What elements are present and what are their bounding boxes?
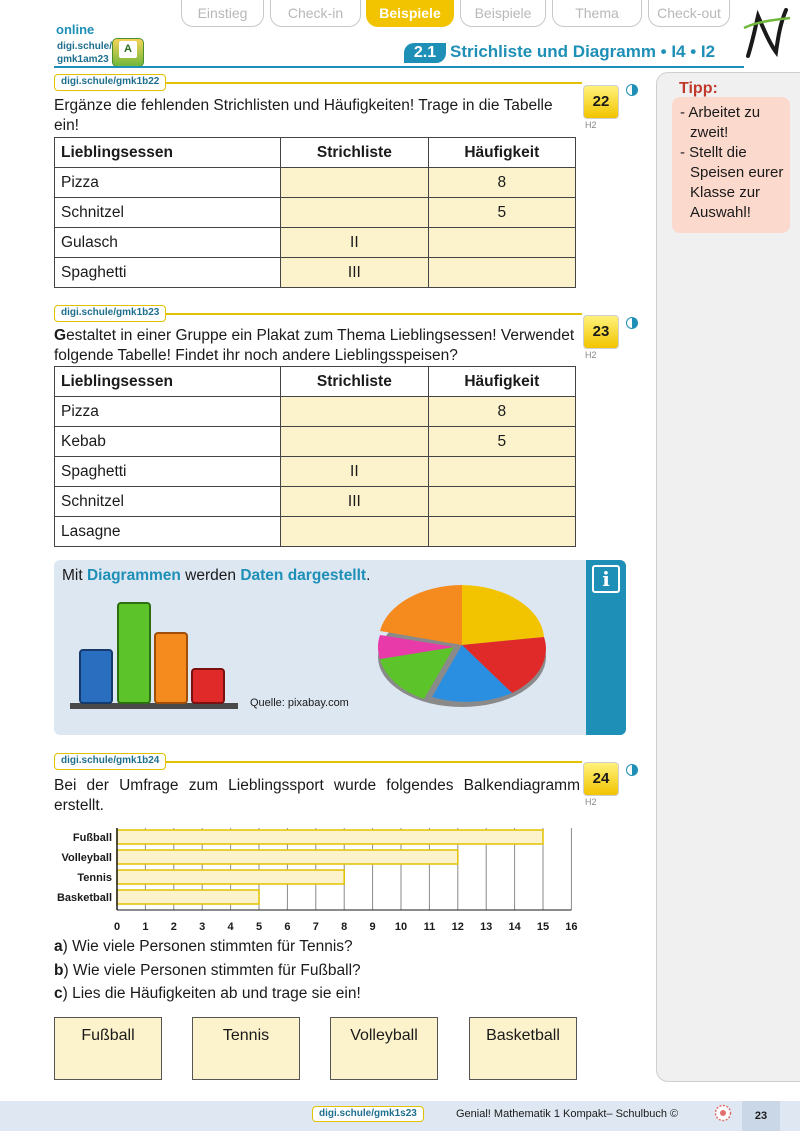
online-code-link[interactable] xyxy=(57,40,112,66)
tipp-box xyxy=(672,97,790,233)
frequency-cell[interactable] xyxy=(428,258,575,288)
table-row xyxy=(55,228,576,258)
info-highlight-diagrams: Diagrammen xyxy=(86,567,181,584)
table-header: Lieblingsessen xyxy=(55,138,281,168)
frequency-cell[interactable]: 8 xyxy=(428,168,575,198)
tab-einstieg[interactable]: Einstieg xyxy=(181,0,264,27)
task23-text-lead: G xyxy=(54,327,67,344)
online-label: online xyxy=(56,22,95,37)
pie-chart-illustration xyxy=(372,575,550,715)
task23-level: H2 xyxy=(585,350,597,360)
chart-bar xyxy=(117,850,458,864)
copyright-seal-icon xyxy=(714,1104,732,1122)
task24-number-badge: 24 xyxy=(583,762,619,796)
table-row xyxy=(55,457,576,487)
food-name: Pizza xyxy=(55,168,281,198)
chart-tick-label: 9 xyxy=(369,921,376,932)
chart-tick-label: 3 xyxy=(199,921,206,932)
tipp-item-1: - Arbeitet zu zweit! xyxy=(680,104,761,141)
tally-cell[interactable]: II xyxy=(281,228,428,258)
table-header: Strichliste xyxy=(281,138,428,168)
question-text: ) Lies die Häufigkeiten ab und trage sie ein! xyxy=(62,985,361,1002)
bar-chart-illustration xyxy=(70,595,240,710)
food-name: Kebab xyxy=(55,427,281,457)
task24-text: Bei der Umfrage zum Lieblingssport wurde folgendes Balkendiagramm erstellt. xyxy=(54,777,580,814)
task24-questions xyxy=(54,935,361,1006)
tab-thema[interactable]: Thema xyxy=(552,0,642,27)
task23-text xyxy=(54,326,576,366)
tab-beispiele[interactable]: Beispiele xyxy=(460,0,546,27)
tipp-item-2: - Stellt die Speisen eurer Klasse zur Auswahl! xyxy=(680,144,784,221)
chart-bar xyxy=(117,870,344,884)
table-row xyxy=(55,487,576,517)
answer-box-fussball[interactable]: Fußball xyxy=(54,1017,162,1080)
chart-bar xyxy=(117,890,259,904)
tab-beispiele-active[interactable]: Beispiele xyxy=(366,0,454,27)
chart-category-label: Tennis xyxy=(77,872,112,884)
answer-box-basketball[interactable]: Basketball xyxy=(469,1017,577,1080)
frequency-cell[interactable] xyxy=(428,457,575,487)
table-row xyxy=(55,258,576,288)
table-row xyxy=(55,198,576,228)
pie-slice-yellow xyxy=(462,585,544,645)
tally-cell[interactable]: III xyxy=(281,487,428,517)
chart-tick-label: 12 xyxy=(451,921,464,932)
chart-tick-label: 15 xyxy=(536,921,550,932)
task23-number-badge: 23 xyxy=(583,315,619,349)
difficulty-half-icon xyxy=(626,764,638,776)
header-divider xyxy=(54,66,744,68)
illustration-bar-blue xyxy=(80,650,112,703)
tab-check-out[interactable]: Check-out xyxy=(648,0,730,27)
chart-tick-label: 1 xyxy=(142,921,149,932)
frequency-cell[interactable]: 5 xyxy=(428,198,575,228)
chart-category-label: Volleyball xyxy=(61,852,112,864)
question-c xyxy=(54,982,361,1006)
question-label: c xyxy=(54,985,63,1002)
task22-table xyxy=(54,137,576,288)
difficulty-half-icon xyxy=(626,84,638,96)
food-name: Gulasch xyxy=(55,228,281,258)
food-name: Pizza xyxy=(55,397,281,427)
task24-link[interactable]: digi.schule/gmk1b24 xyxy=(54,753,166,770)
task22-link-line xyxy=(150,82,582,84)
table-header: Häufigkeit xyxy=(428,367,575,397)
table-header: Häufigkeit xyxy=(428,138,575,168)
difficulty-half-icon xyxy=(626,317,638,329)
question-label: b xyxy=(54,961,64,979)
frequency-cell[interactable] xyxy=(428,487,575,517)
chart-tick-label: 0 xyxy=(113,921,121,932)
task23-table xyxy=(54,366,576,547)
question-b xyxy=(54,959,361,983)
chart-tick-label: 7 xyxy=(312,921,319,932)
task22-level: H2 xyxy=(585,120,597,130)
app-icon-letter: A xyxy=(119,41,137,58)
task23-link[interactable]: digi.schule/gmk1b23 xyxy=(54,305,166,322)
info-highlight-data: Daten dargestellt xyxy=(240,567,367,584)
tipp-title: Tipp: xyxy=(679,80,718,97)
section-number: 2.1 xyxy=(404,43,446,63)
chart-tick-label: 10 xyxy=(394,921,408,932)
table-row xyxy=(55,427,576,457)
app-icon[interactable] xyxy=(112,38,144,67)
task23-text-body: estaltet in einer Gruppe ein Plakat zum Thema Lieblingsessen! Verwendet folgende Tabelle! Findet ihr noch andere Lieblingsspeisen? xyxy=(54,327,575,364)
tally-cell[interactable] xyxy=(281,198,428,228)
tab-check-in[interactable]: Check-in xyxy=(270,0,361,27)
frequency-cell[interactable]: 8 xyxy=(428,397,575,427)
food-name: Schnitzel xyxy=(55,487,281,517)
tally-cell[interactable]: III xyxy=(281,258,428,288)
section-title: Strichliste und Diagramm • I4 • I2 xyxy=(450,42,716,61)
table-row xyxy=(55,517,576,547)
chart-tick-label: 8 xyxy=(341,921,348,932)
question-label: a xyxy=(54,938,63,955)
task23-link-line xyxy=(150,313,582,315)
frequency-cell[interactable] xyxy=(428,517,575,547)
illustration-bar-orange xyxy=(155,633,187,703)
chart-tick-label: 11 xyxy=(423,921,436,932)
online-code-line-1: digi.schule/ xyxy=(57,41,113,52)
chart-tick-label: 5 xyxy=(255,921,263,932)
online-code-line-2: gmk1am23 xyxy=(57,54,109,65)
chart-tick-label: 2 xyxy=(170,921,177,932)
table-header: Strichliste xyxy=(281,367,428,397)
table-row xyxy=(55,168,576,198)
table-header: Lieblingsessen xyxy=(55,367,281,397)
table-row xyxy=(55,397,576,427)
tally-cell[interactable] xyxy=(281,427,428,457)
footer-link[interactable]: digi.schule/gmk1s23 xyxy=(312,1106,424,1122)
info-text-part: . xyxy=(366,567,371,584)
chart-category-label: Fußball xyxy=(72,832,112,844)
chart-tick-label: 16 xyxy=(565,921,578,932)
food-name: Schnitzel xyxy=(55,198,281,228)
food-name: Spaghetti xyxy=(55,457,281,487)
frequency-cell[interactable] xyxy=(428,228,575,258)
chart-tick-label: 4 xyxy=(227,921,234,932)
chart-tick-label: 14 xyxy=(508,921,521,932)
answer-box-volleyball[interactable]: Volleyball xyxy=(330,1017,438,1080)
info-text-part: Mit xyxy=(62,567,87,584)
info-icon: i xyxy=(592,565,620,593)
food-name[interactable]: Lasagne xyxy=(55,517,281,547)
tally-cell[interactable]: II xyxy=(281,457,428,487)
task22-text: Ergänze die fehlenden Strichlisten und Häufigkeiten! Trage in die Tabelle ein! xyxy=(54,97,553,134)
info-text-part: werden xyxy=(180,567,241,584)
tally-cell[interactable] xyxy=(281,397,428,427)
chart-category-label: Basketball xyxy=(56,892,112,904)
illustration-bar-red xyxy=(192,669,224,703)
logo-letter: N xyxy=(742,6,743,7)
task24-level: H2 xyxy=(585,797,597,807)
publisher-logo-icon xyxy=(742,6,792,62)
question-text: ) Wie viele Personen stimmten für Tennis? xyxy=(62,938,353,955)
footer-text: Genial! Mathematik 1 Kompakt– Schulbuch © xyxy=(456,1108,679,1120)
image-source: Quelle: pixabay.com xyxy=(250,697,349,709)
chart-tick-label: 6 xyxy=(284,921,291,932)
task24-link-line xyxy=(150,761,582,763)
answer-box-tennis[interactable]: Tennis xyxy=(192,1017,300,1080)
frequency-cell[interactable]: 5 xyxy=(428,427,575,457)
illustration-bar-green xyxy=(118,603,150,703)
chart-tick-label: 13 xyxy=(480,921,493,932)
question-text: ) Wie viele Personen stimmten für Fußball? xyxy=(63,961,361,979)
tally-cell[interactable] xyxy=(281,168,428,198)
info-text xyxy=(62,567,370,585)
tally-cell[interactable] xyxy=(281,517,428,547)
task22-link[interactable]: digi.schule/gmk1b22 xyxy=(54,74,166,91)
task22-number-badge: 22 xyxy=(583,85,619,119)
question-a xyxy=(54,935,361,959)
chart-bar xyxy=(117,830,543,844)
sport-bar-chart xyxy=(40,822,600,932)
food-name: Spaghetti xyxy=(55,258,281,288)
page-number: 23 xyxy=(742,1101,780,1131)
